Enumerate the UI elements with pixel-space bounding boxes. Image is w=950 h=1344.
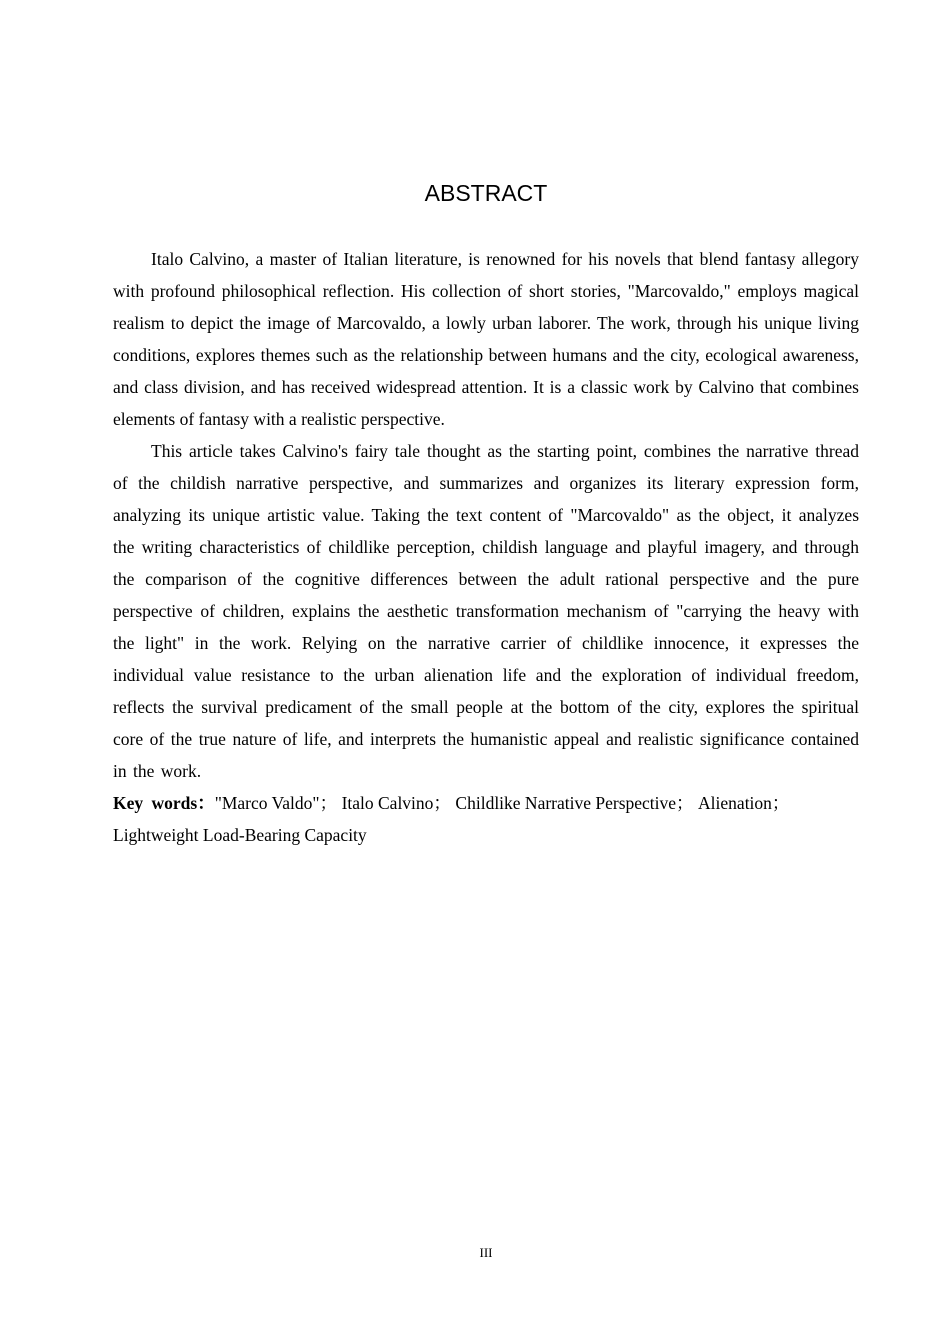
page-number: III xyxy=(479,1245,493,1260)
keywords-line xyxy=(113,787,859,851)
keywords-label: Key words： xyxy=(113,793,215,813)
abstract-body xyxy=(113,243,859,851)
keyword-separator: ； xyxy=(771,793,790,813)
keyword-separator: ； xyxy=(319,793,338,813)
keyword-separator: ； xyxy=(433,793,451,813)
keyword-separator: ； xyxy=(676,793,694,813)
abstract-paragraph-2: This article takes Calvino's fairy tale thought as the starting point, combines the narrative thread of the childish narrative perspective, and summarizes and organizes its literary expression form, analyzing its unique artistic value. Taking the text content of "Marcovaldo" as the object, it analyzes the writing characteristics of childlike perception, childish language and playful imagery, and through the comparison of the cognitive differences between the adult rational perspective and the pure perspective of children, explains the aesthetic transformation mechanism of "carrying the heavy with the light" in the work. Relying on the narrative carrier of childlike innocence, it expresses the individual value resistance to the urban alienation life and the exploration of individual freedom, reflects the survival predicament of the small people at the bottom of the city, explores the spiritual core of the true nature of life, and interprets the humanistic appeal and realistic significance contained in the work. xyxy=(113,441,859,781)
keyword-item: "Marco Valdo" xyxy=(214,793,320,813)
keyword-item: Lightweight Load-Bearing Capacity xyxy=(113,825,367,845)
keyword-item: Childlike Narrative Perspective xyxy=(455,793,677,813)
keyword-item: Alienation xyxy=(698,793,772,813)
abstract-heading: ABSTRACT xyxy=(424,180,548,206)
abstract-paragraph-1: Italo Calvino, a master of Italian literature, is renowned for his novels that blend fantasy allegory with profound philosophical reflection. His collection of short stories, "Marcovaldo," employs magical realism to depict the image of Marcovaldo, a lowly urban laborer. The work, through his unique living conditions, explores themes such as the relationship between humans and the city, ecological awareness, and class division, and has received widespread attention. It is a classic work by Calvino that combines elements of fantasy with a realistic perspective. xyxy=(113,249,859,429)
keyword-item: Italo Calvino xyxy=(341,793,434,813)
